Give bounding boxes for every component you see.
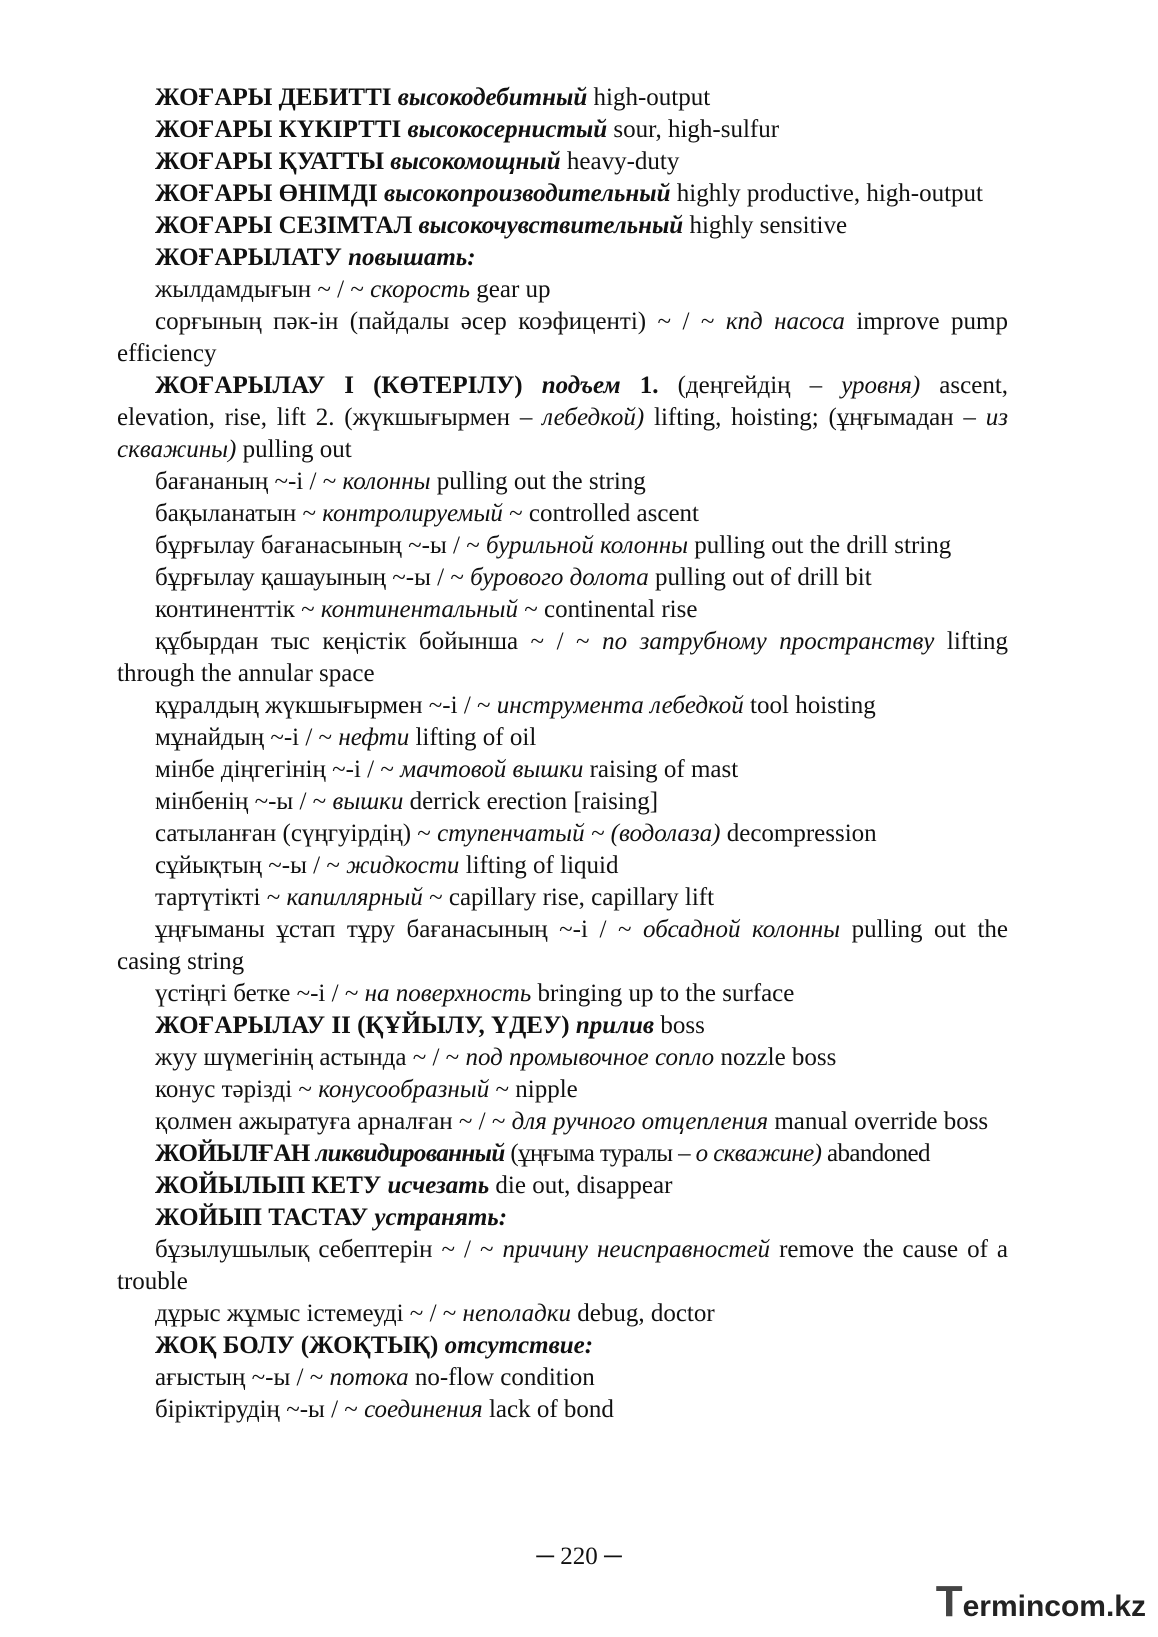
entry: ЖОҒАРЫЛАТУ повышать: bbox=[155, 244, 476, 271]
subentry: жылдамдығын ~ / ~ скорость gear up bbox=[155, 276, 551, 303]
entry: ЖОЙЫЛЫП КЕТУ исчезать die out, disappear bbox=[155, 1172, 673, 1199]
subentry: мұнайдың ~-і / ~ нефти lifting of oil bbox=[155, 724, 537, 751]
entry: ЖОЙЫЛҒАН ликвидированный (ұңғыма туралы – о скважине) abandoned bbox=[155, 1140, 930, 1167]
subentry: құралдың жүкшығырмен ~-і / ~ инструмента лебедкой tool hoisting bbox=[155, 692, 876, 719]
subentry: тартүтікті ~ капиллярный ~ capillary rise, capillary lift bbox=[155, 884, 715, 911]
subentry: құбырдан тыс кеңістік бойынша ~ / ~ по затрубному пространству lifting through the annular space bbox=[117, 628, 1009, 687]
entry: ЖОЙЫП ТАСТАУ устранять: bbox=[155, 1204, 508, 1231]
subentry: сұйықтың ~-ы / ~ жидкости lifting of liquid bbox=[155, 852, 619, 879]
entry: ЖОҒАРЫЛАУ І (КӨТЕРІЛУ) подъем 1. (деңгейдің – уровня) ascent, elevation, rise, lift 2. (жүкшығырмен – лебедкой) lifting, hoisting; (ұңғымадан – из скважины) pulling out bbox=[117, 372, 1009, 463]
subentry: конус тәрізді ~ конусообразный ~ nipple bbox=[155, 1076, 578, 1103]
entry: ЖОҒАРЫ ҚУАТТЫ высокомощный heavy-duty bbox=[155, 148, 680, 175]
subentry: сорғының пәк-ін (пайдалы әсер коэфиценті) ~ / ~ кпд насоса improve pump efficiency bbox=[117, 308, 1009, 367]
subentry: ұңғыманы ұстап тұру бағанасының ~-і / ~ обсадной колонны pulling out the casing string bbox=[117, 916, 1009, 975]
subentry: мінбенің ~-ы / ~ вышки derrick erection [raising] bbox=[155, 788, 659, 815]
subentry: дұрыс жұмыс істемеуді ~ / ~ неполадки debug, doctor bbox=[155, 1300, 715, 1327]
page-number: ─ 220 ─ bbox=[536, 1543, 622, 1570]
subentry: бұрғылау бағанасының ~-ы / ~ бурильной колонны pulling out the drill string bbox=[155, 532, 952, 559]
dictionary-page bbox=[117, 82, 1008, 1426]
watermark-logo: Termincom.kz bbox=[935, 1577, 1146, 1626]
subentry: сатыланған (сүңгуірдің) ~ ступенчатый ~ (водолаза) decompression bbox=[155, 820, 877, 847]
subentry: біріктірудің ~-ы / ~ соединения lack of bond bbox=[155, 1396, 614, 1423]
subentry: континенттік ~ континентальный ~ continental rise bbox=[155, 596, 698, 623]
entry: ЖОҚ БОЛУ (ЖОҚТЫҚ) отсутствие: bbox=[155, 1332, 594, 1359]
entry: ЖОҒАРЫ КҮКІРТТІ высокосернистый sour, high-sulfur bbox=[155, 116, 780, 143]
entry: ЖОҒАРЫ СЕЗІМТАЛ высокочувствительный highly sensitive bbox=[155, 212, 848, 239]
subentry: мінбе діңгегінің ~-і / ~ мачтовой вышки raising of mast bbox=[155, 756, 739, 783]
entry: ЖОҒАРЫ ДЕБИТТІ высокодебитный high-output bbox=[155, 84, 711, 111]
subentry: үстіңгі бетке ~-і / ~ на поверхность bringing up to the surface bbox=[155, 980, 795, 1007]
subentry: бағананың ~-і / ~ колонны pulling out the string bbox=[155, 468, 646, 495]
subentry: бұрғылау қашауының ~-ы / ~ бурового долота pulling out of drill bit bbox=[155, 564, 872, 591]
subentry: жуу шүмегінің астында ~ / ~ под промывочное сопло nozzle boss bbox=[155, 1044, 837, 1071]
subentry: бұзылушылық себептерін ~ / ~ причину неисправностей remove the cause of a trouble bbox=[117, 1236, 1008, 1295]
subentry: ағыстың ~-ы / ~ потока no-flow condition bbox=[155, 1364, 595, 1391]
entry: ЖОҒАРЫЛАУ ІІ (ҚҰЙЫЛУ, ҮДЕУ) прилив boss bbox=[155, 1012, 705, 1039]
subentry: бақыланатын ~ контролируемый ~ controlled ascent bbox=[155, 500, 699, 527]
subentry: қолмен ажыратуға арналған ~ / ~ для ручного отцепления manual override boss bbox=[155, 1108, 989, 1135]
entry: ЖОҒАРЫ ӨНІМДІ высокопроизводительный highly productive, high-output bbox=[155, 180, 983, 207]
